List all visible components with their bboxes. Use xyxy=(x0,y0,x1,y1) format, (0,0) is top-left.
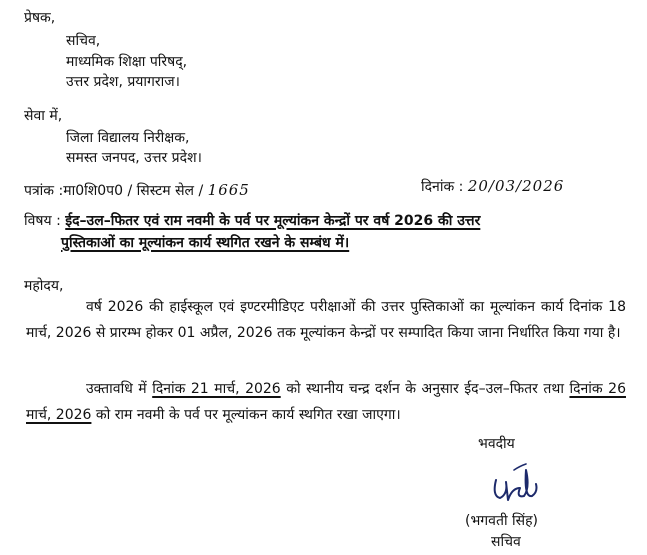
para2-date-1: दिनांक 21 मार्च, 2026 xyxy=(152,381,281,397)
valediction: भवदीय xyxy=(478,436,515,452)
reference-line xyxy=(24,180,250,201)
recipient-line-1: जिला विद्यालय निरीक्षक, xyxy=(66,130,190,146)
para2-text-c: को राम नवमी के पर्व पर मूल्यांकन कार्य स्थगित रखा जाएगा। xyxy=(91,407,401,423)
subject-block xyxy=(24,211,480,231)
para2-text-b: को स्थानीय चन्द्र दर्शन के अनुसार ईद–उल–फितर तथा xyxy=(280,381,570,397)
reference-label: पत्रांक :मा0शि0प0 / सिस्टम सेल / xyxy=(24,183,204,199)
signature xyxy=(486,458,546,506)
sender-line-1: सचिव, xyxy=(66,33,101,49)
reference-number: 1665 xyxy=(207,181,250,199)
date-line xyxy=(421,176,564,197)
recipient-label: सेवा में, xyxy=(24,108,63,124)
signatory-designation: सचिव xyxy=(491,534,521,550)
body-paragraph-1: वर्ष 2026 की हाईस्कूल एवं इण्टरमीडिएट परीक्षाओं की उत्तर पुस्तिकाओं का मूल्यांकन कार्य दिनांक 18 मार्च, 2026 से प्रारम्भ होकर 01 अप्रैल, 2026 तक मूल्यांकन केन्द्रों पर सम्पादित किया जाना निर्धारित किया गया है। xyxy=(26,299,626,341)
date-label: दिनांक : xyxy=(421,179,464,195)
body-paragraph-2 xyxy=(26,376,626,428)
para2-text-a: उक्तावधि में xyxy=(86,381,153,397)
salutation: महोदय, xyxy=(24,278,64,294)
sender-line-3: उत्तर प्रदेश, प्रयागराज। xyxy=(66,74,180,90)
para2-date-2: दिनांक 26 मार्च, 2026 xyxy=(26,381,626,423)
signatory-name: (भगवती सिंह) xyxy=(465,513,539,529)
date-value: 20/03/2026 xyxy=(467,177,565,195)
recipient-line-2: समस्त जनपद, उत्तर प्रदेश। xyxy=(66,150,202,166)
sender-line-2: माध्यमिक शिक्षा परिषद्, xyxy=(66,54,188,70)
subject-label: विषय : xyxy=(24,213,61,229)
sender-label: प्रेषक, xyxy=(24,10,56,26)
subject-line-2: पुस्तिकाओं का मूल्यांकन कार्य स्थगित रखने के सम्बंध में। xyxy=(61,235,350,251)
subject-line-1: ईद–उल–फितर एवं राम नवमी के पर्व पर मूल्यांकन केन्द्रों पर वर्ष 2026 की उत्तर xyxy=(65,213,481,229)
handwritten-signature-icon xyxy=(486,458,546,506)
